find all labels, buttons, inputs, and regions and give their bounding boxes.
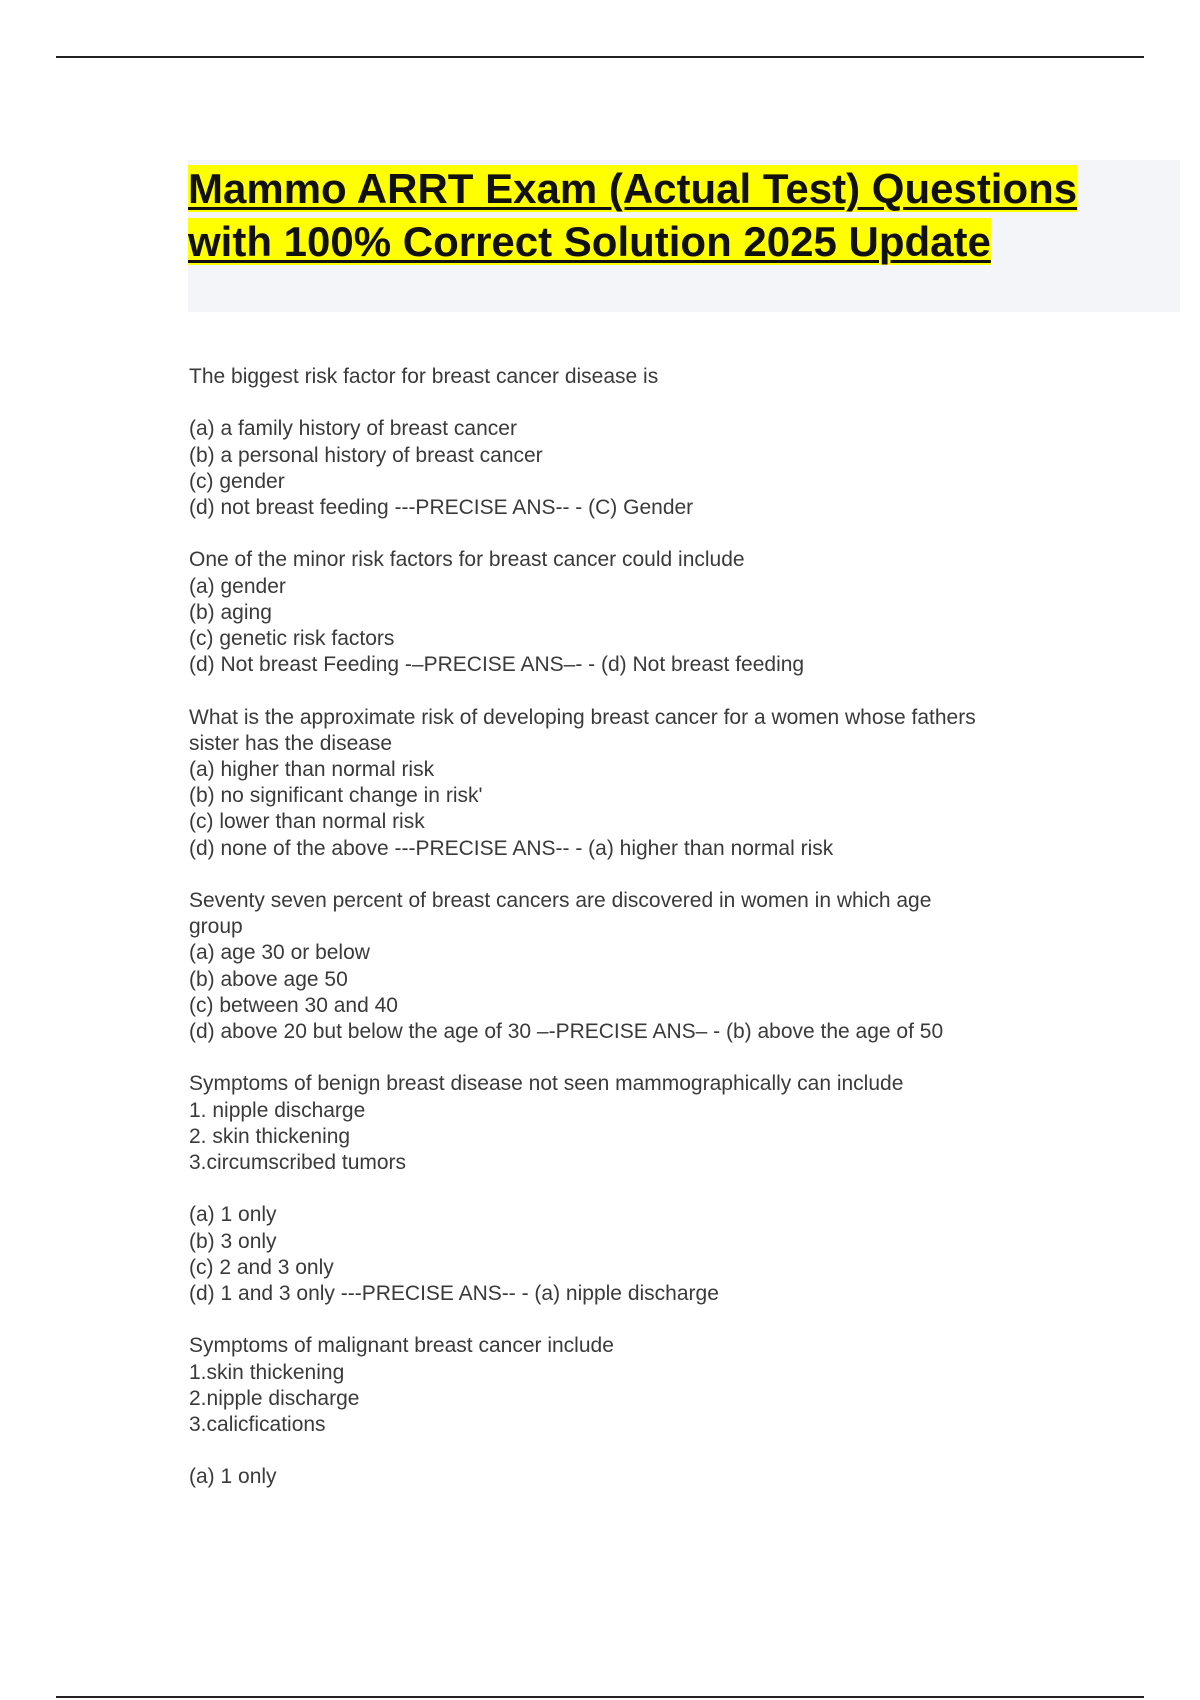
question-line: (c) genetic risk factors	[189, 627, 395, 650]
question-block	[189, 888, 1089, 1045]
question-text: Seventy seven percent of breast cancers are discovered in women in which age	[189, 889, 932, 912]
question-text: What is the approximate risk of developing breast cancer for a women whose fathers	[189, 705, 976, 729]
question-line: (a) 1 only	[189, 1203, 277, 1227]
question-line: 1. nipple discharge	[189, 1098, 366, 1122]
question-line: (d) above 20 but below the age of 30 –-PRECISE ANS– - (b) above the age of 50	[189, 1020, 944, 1044]
question-line: (c) between 30 and 40	[189, 993, 398, 1017]
question-line: 2. skin thickening	[189, 1124, 351, 1148]
question-line: 3.calicfications	[189, 1413, 326, 1437]
question-line: (b) 3 only	[189, 1229, 277, 1253]
question-line: (c) 2 and 3 only	[189, 1255, 334, 1279]
question-text: The biggest risk factor for breast cancer disease is	[189, 365, 659, 388]
question-line: (d) not breast feeding ---PRECISE ANS-- - (C) Gender	[189, 496, 694, 519]
question-line: (c) lower than normal risk	[189, 810, 425, 834]
question-line: (a) age 30 or below	[189, 941, 370, 965]
document-title	[188, 162, 1168, 268]
question-block	[189, 705, 1089, 862]
question-line: (a) 1 only	[189, 1465, 277, 1489]
question-line: (b) no significant change in risk'	[189, 784, 483, 808]
question-text: One of the minor risk factors for breast cancer could include	[189, 548, 745, 572]
header-rule	[56, 56, 1144, 58]
blank-line	[189, 1176, 1089, 1202]
blank-line	[189, 1438, 1089, 1464]
footer-rule	[56, 1696, 1144, 1698]
blank-line	[189, 390, 1089, 416]
title-line-2: with 100% Correct Solution 2025 Update	[188, 218, 991, 265]
question-list	[189, 364, 1089, 1517]
title-line-1: Mammo ARRT Exam (Actual Test) Questions	[188, 165, 1078, 212]
question-line: (c) gender	[189, 469, 285, 493]
question-line: (b) aging	[189, 600, 272, 624]
question-line: (b) a personal history of breast cancer	[189, 443, 543, 467]
question-line: 3.circumscribed tumors	[189, 1151, 407, 1175]
question-block	[189, 364, 1089, 521]
question-line: (d) 1 and 3 only ---PRECISE ANS-- - (a) nipple discharge	[189, 1282, 719, 1306]
question-line: (d) Not breast Feeding -–PRECISE ANS–- - (d) Not breast feeding	[189, 653, 805, 677]
question-line: 1.skin thickening	[189, 1360, 345, 1384]
question-text: Symptoms of benign breast disease not seen mammographically can include	[189, 1072, 904, 1096]
question-line: 2.nipple discharge	[189, 1386, 360, 1410]
question-block	[189, 547, 1089, 678]
question-block	[189, 1333, 1089, 1490]
question-line: (a) higher than normal risk	[189, 758, 435, 781]
question-block	[189, 1071, 1089, 1307]
question-line: (b) above age 50	[189, 967, 348, 991]
question-line: (d) none of the above ---PRECISE ANS-- - (a) higher than normal risk	[189, 836, 834, 860]
question-line: sister has the disease	[189, 731, 393, 755]
question-line: (a) gender	[189, 574, 286, 598]
question-line: (a) a family history of breast cancer	[189, 417, 517, 441]
question-line: group	[189, 915, 243, 939]
question-text: Symptoms of malignant breast cancer include	[189, 1334, 614, 1358]
